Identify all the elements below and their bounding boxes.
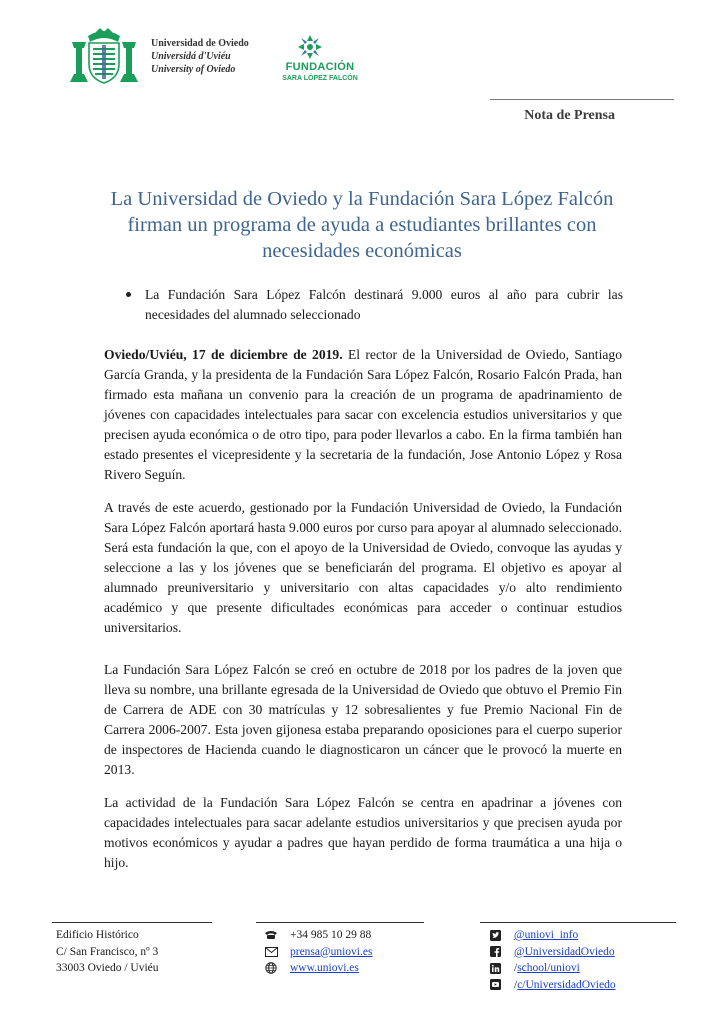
youtube-icon <box>486 979 504 991</box>
linkedin-slash: / <box>514 962 518 974</box>
body-paragraph-4: La actividad de la Fundación Sara López Falcón se centra en apadrinar a jóvenes con capacidades intelectuales para sacar adelante estudios universitarios y que precisen ayuda por motivos económicos y ayudar a padres que hayan perdido de forma traumática a una hija o hijo. <box>104 795 622 870</box>
body-paragraph-3: La Fundación Sara López Falcón se creó en octubre de 2018 por los padres de la joven que lleva su nombre, una brillante egresada de la Universidad de Oviedo que obtuvo el Premio Fin de Carrera de ADE con 30 matrículas y 12 sobresalientes y fue Premio Nacional Fin de Carrera 2006-2007. Esta joven gijonesa estaba preparando oposiciones para el cuerpo superior de inspectores de Hacienda cuando le diagnosticaron un cáncer que le provocó la muerte en 2013. <box>104 662 622 777</box>
footer-divider-address <box>52 922 212 923</box>
footer-phone-row[interactable] <box>262 927 372 944</box>
footer-web-row[interactable] <box>262 960 372 977</box>
facebook-row[interactable] <box>486 944 616 961</box>
paragraph-1-text: El rector de la Universidad de Oviedo, Santiago García Granda, y la presidenta de la Fundación Sara López Falcón, Rosario Falcón Prada, han firmado esta mañana un convenio para la creación de un programa de apadrinamiento de jóvenes con capacidades intelectuales para sacar con excelencia estudios universitarios y que precisen ayuda económica o de otro tipo, para poder llevarlos a cabo. En la firma también han estado presentes el vicepresidente y la secretaria de la fundación, Jose Antonio López y Rosa Rivero Seguín. <box>104 347 622 482</box>
website-link[interactable]: www.uniovi.es <box>290 962 359 974</box>
university-name-ast: Universidá d'Uviéu <box>151 51 231 62</box>
email-link[interactable]: prensa@uniovi.es <box>290 945 373 958</box>
footer-divider-contact <box>256 922 424 923</box>
footer-divider-social <box>480 922 676 923</box>
foundation-subtitle: SARA LÓPEZ FALCÓN <box>282 75 358 82</box>
foundation-name: FUNDACIÓN <box>285 61 355 73</box>
address-line-3: 33003 Oviedo / Uviéu <box>56 962 159 974</box>
phone-number: +34 985 10 29 88 <box>290 929 372 941</box>
facebook-handle[interactable]: @UniversidadOviedo <box>514 945 615 958</box>
dateline: Oviedo/Uviéu, 17 de diciembre de 2019. <box>104 347 343 362</box>
address-line-1: Edificio Histórico <box>56 929 139 941</box>
address-line-2: C/ San Francisco, nº 3 <box>56 945 159 958</box>
bullet-marker <box>126 292 131 297</box>
twitter-row[interactable] <box>486 927 616 944</box>
youtube-slash: / <box>514 978 518 991</box>
linkedin-handle[interactable]: school/uniovi <box>517 962 580 974</box>
press-release-title: La Universidad de Oviedo y la Fundación Sara López Falcón firman un programa de ayuda a estudiantes brillantes con necesidades económicas <box>110 188 614 262</box>
footer-email-row[interactable] <box>262 944 372 961</box>
body-paragraph-1 <box>104 345 622 485</box>
body-paragraph-2: A través de este acuerdo, gestionado por la Fundación Universidad de Oviedo, la Fundación Sara López Falcón aportará hasta 9.000 euros por curso para apoyar al alumnado seleccionado. Será esta fundación la que, con el apoyo de la Universidad de Oviedo, convoque las ayudas y seleccione a las y los jóvenes que se beneficiarán del programa. El objetivo es apoyar al alumnado preuniversitario y universitario con altas capacidades y/o alto rendimiento académico y que presente dificultades económicas para acceder o continuar estudios universitarios. <box>104 500 622 635</box>
linkedin-icon <box>486 962 504 974</box>
university-name-block <box>151 37 249 76</box>
globe-icon <box>262 962 280 974</box>
twitter-icon <box>486 929 504 941</box>
footer-contact <box>262 927 372 977</box>
envelope-icon <box>262 946 280 958</box>
linkedin-row[interactable] <box>486 960 616 977</box>
university-crest-logo <box>66 28 142 86</box>
footer-address <box>56 927 159 977</box>
press-release-label: Nota de Prensa <box>524 108 615 123</box>
twitter-handle[interactable]: @uniovi_info <box>514 929 579 941</box>
phone-icon <box>262 929 280 941</box>
youtube-row[interactable] <box>486 977 616 994</box>
footer-social <box>486 927 616 993</box>
highlight-bullet: La Fundación Sara López Falcón destinará 9.000 euros al año para cubrir las necesidades del alumnado seleccionado <box>145 287 623 322</box>
header-divider <box>490 99 674 100</box>
university-name-es: Universidad de Oviedo <box>151 38 249 49</box>
facebook-icon <box>486 946 504 958</box>
foundation-star-logo <box>290 32 330 64</box>
youtube-handle[interactable]: c/UniversidadOviedo <box>517 978 616 991</box>
university-name-en: University of Oviedo <box>151 64 236 75</box>
